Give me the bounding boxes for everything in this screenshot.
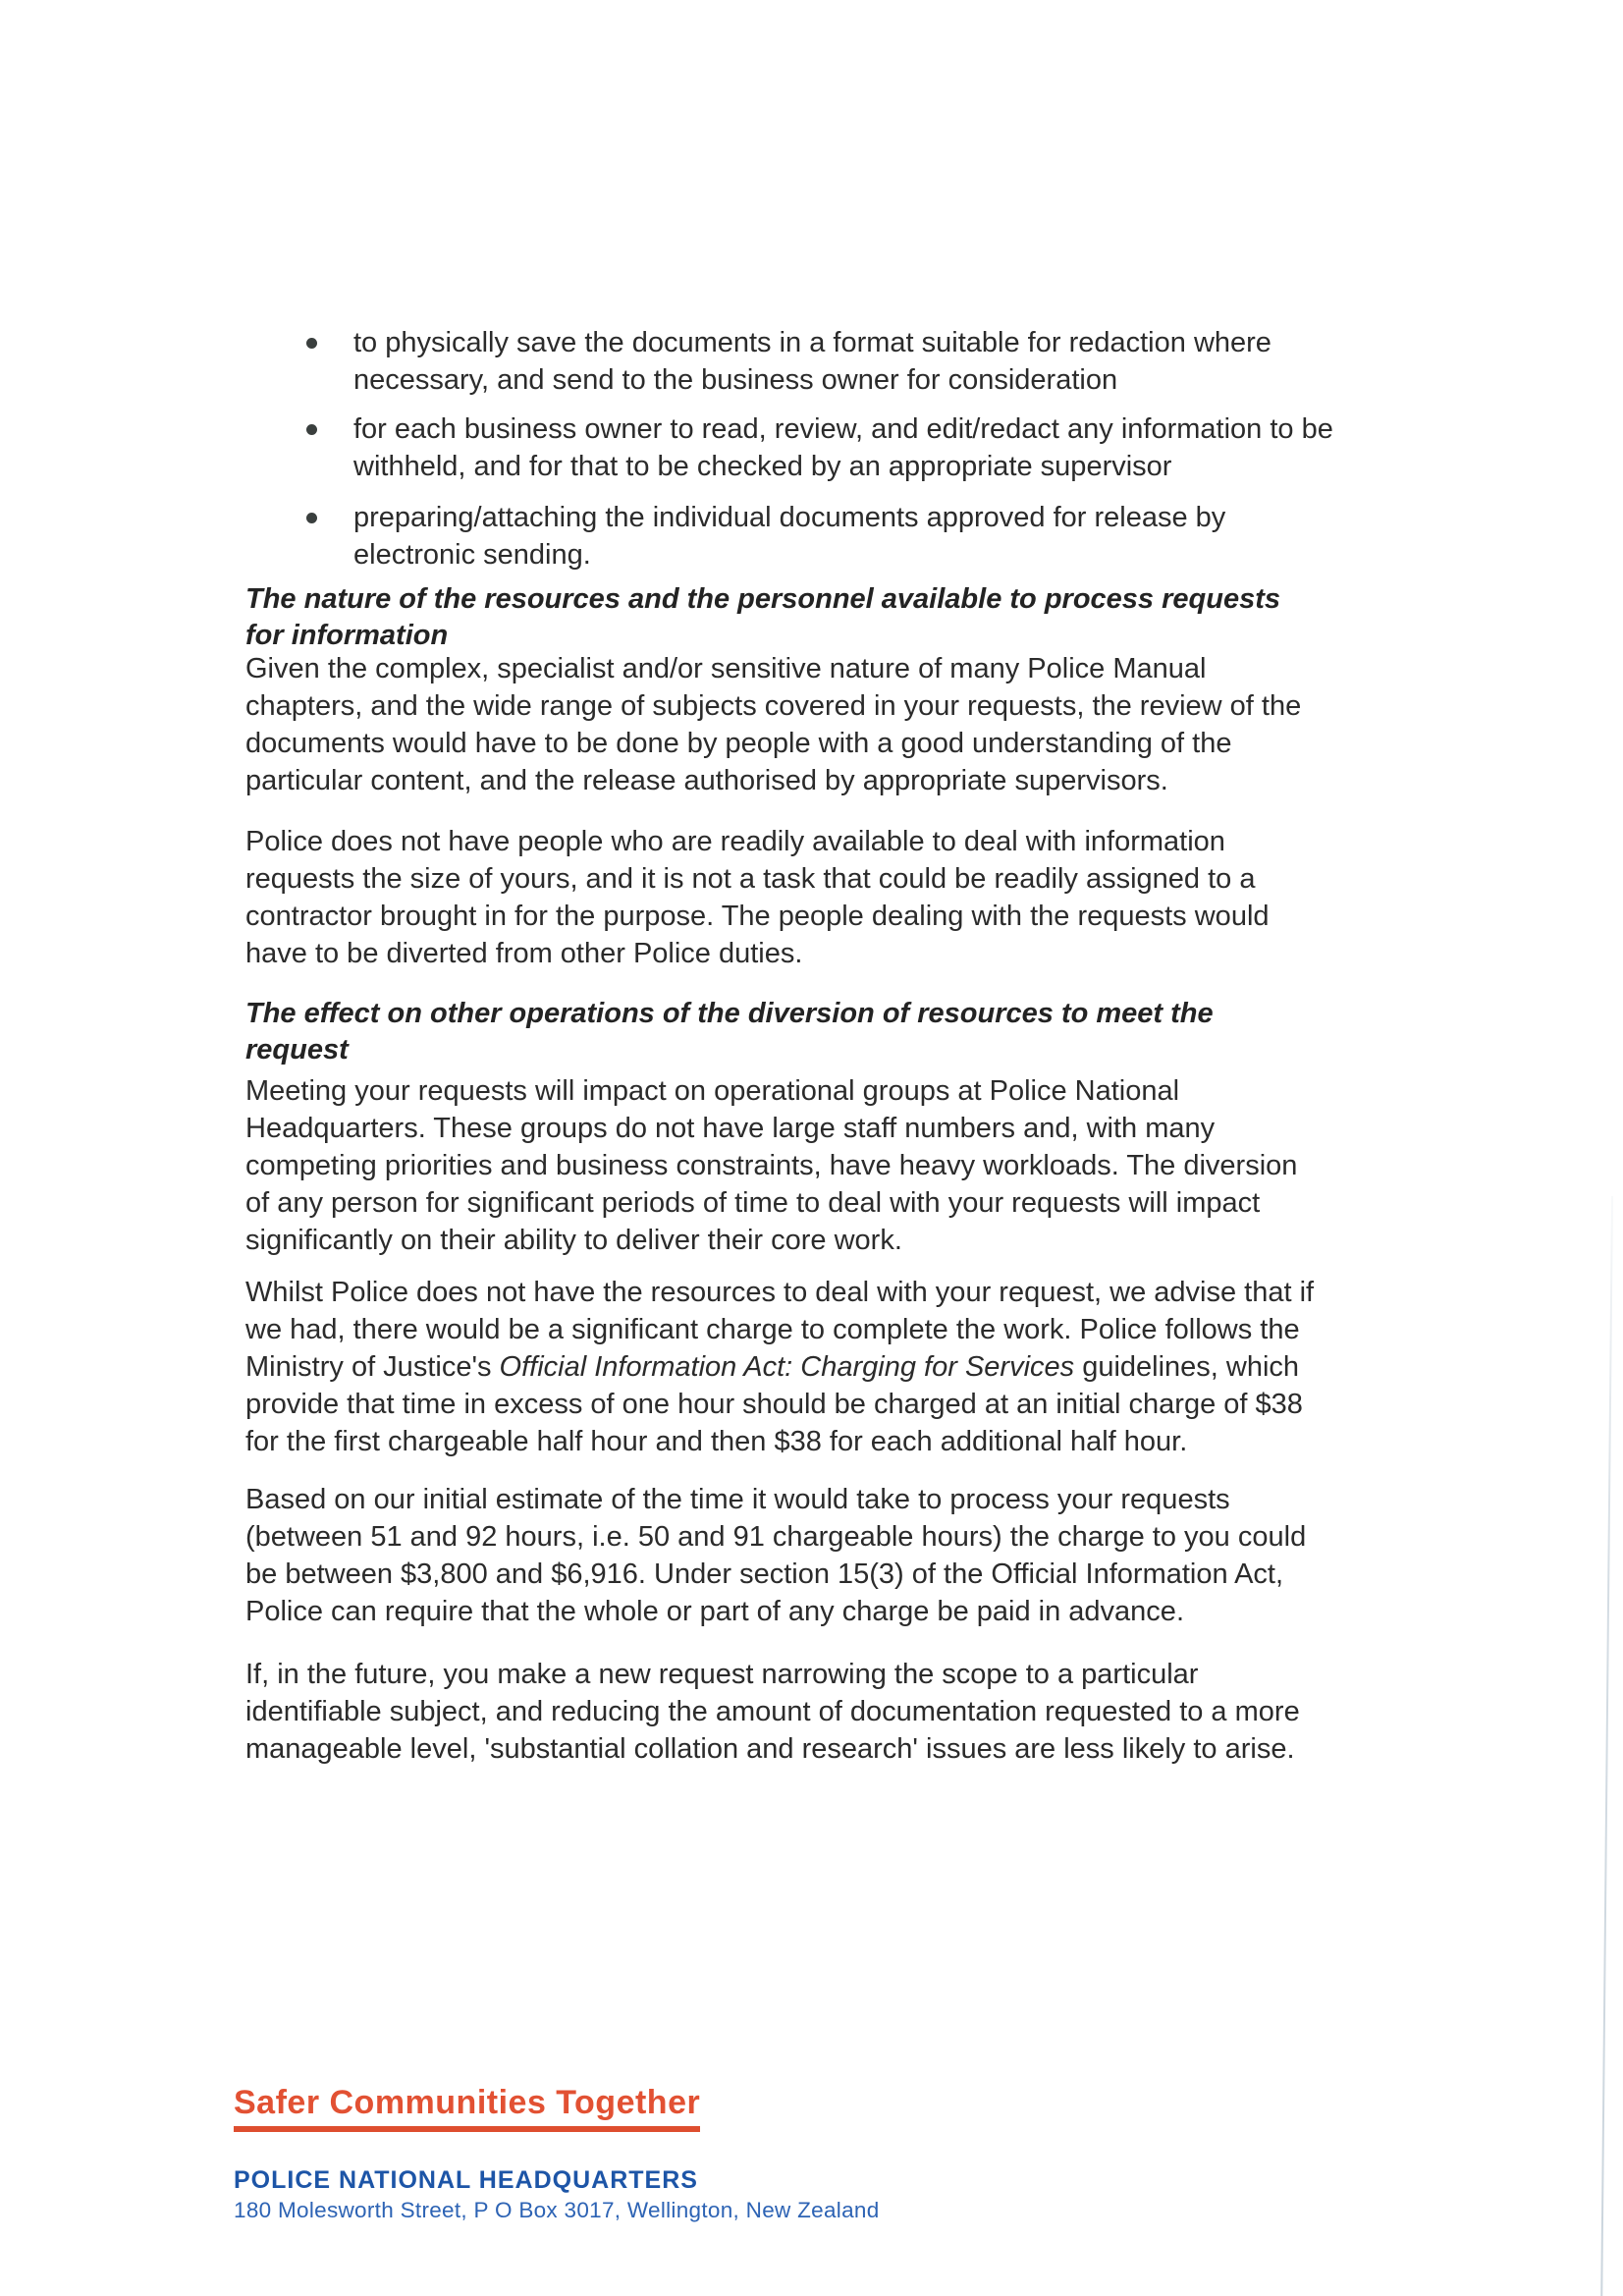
bullet-item-save-documents xyxy=(245,324,1434,399)
heading-effect-on-operations: The effect on other operations of the diversion of resources to meet the request xyxy=(245,998,1214,1066)
paragraph-resources-review: Given the complex, specialist and/or sensitive nature of many Police Manual chapters, and the wide range of subjects covered in your requests, the review of the documents would have to be done by people with a good understanding of the particular content, and the release authorised by appropriate supervisors. xyxy=(245,653,1302,796)
paragraph-impact-operational-groups: Meeting your requests will impact on operational groups at Police National Headquarters. These groups do not have large staff numbers and, with many competing priorities and business constraints, have heavy workloads. The diversion of any person for significant periods of time to deal with your requests will impact significantly on their ability to deliver their core work. xyxy=(245,1075,1298,1256)
bullet-icon xyxy=(306,424,317,435)
org-address: 180 Molesworth Street, P O Box 3017, Wellington, New Zealand xyxy=(234,2198,880,2222)
slogan-safer-communities: Safer Communities Together xyxy=(234,2084,700,2132)
paragraph-charging-guidelines xyxy=(245,1274,1434,1460)
paragraph-no-available-people: Police does not have people who are readily available to deal with information requests the size of yours, and it is not a task that could be readily assigned to a contractor brought in for the purpose. The people dealing with the requests would have to be diverted from other Police duties. xyxy=(245,826,1270,969)
bullet-icon xyxy=(306,338,317,349)
charging-text-after: guidelines, which provide that time in excess of one hour should be charged at an initial charge of $38 for the first chargeable half hour and then $38 for each additional half hour. xyxy=(245,1351,1303,1457)
scan-artifact-line xyxy=(1600,1196,1613,2296)
bullet-item-preparing-attaching xyxy=(245,499,1434,574)
charging-text-before: Whilst Police does not have the resources to deal with your request, we advise that if we had, there would be a significant charge to complete the work. Police follows the Ministry of Justice's xyxy=(245,1277,1315,1383)
org-name-police-national-headquarters: POLICE NATIONAL HEADQUARTERS xyxy=(234,2166,698,2194)
paragraph-charge-estimate: Based on our initial estimate of the time it would take to process your requests (between 51 and 92 hours, i.e. 50 and 91 chargeable hours) the charge to you could be between $3,800 and $6,916. Under section 15(3) of the Official Information Act, Police can require that the whole or part of any charge be paid in advance. xyxy=(245,1484,1307,1627)
letterhead-footer xyxy=(234,2084,1314,2224)
bullet-item-business-owner-review xyxy=(245,410,1434,485)
bullet-text: to physically save the documents in a format suitable for redaction where necessary, and send to the business owner for consideration xyxy=(353,327,1271,396)
bullet-text: for each business owner to read, review, and edit/redact any information to be withheld, and for that to be checked by an appropriate supervisor xyxy=(353,413,1333,482)
bullet-text: preparing/attaching the individual documents approved for release by electronic sending. xyxy=(353,502,1226,571)
bullet-icon xyxy=(306,513,317,523)
charging-guidelines-title: Official Information Act: Charging for Services xyxy=(499,1351,1075,1383)
paragraph-future-request: If, in the future, you make a new request narrowing the scope to a particular identifiable subject, and reducing the amount of documentation requested to a more manageable level, 'substantial collation and research' issues are less likely to arise. xyxy=(245,1659,1300,1765)
heading-nature-of-resources: The nature of the resources and the personnel available to process requests for information xyxy=(245,583,1280,651)
